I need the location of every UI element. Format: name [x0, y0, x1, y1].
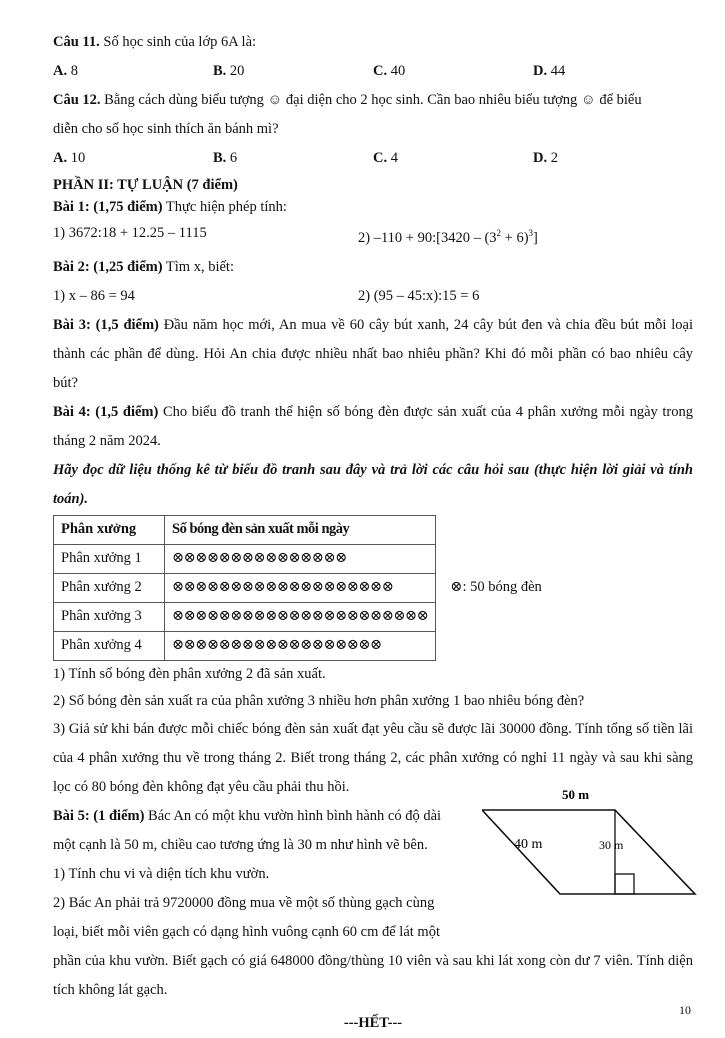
bai-4: Bài 4: (1,5 điểm) Cho biểu đồ tranh thể hiện số bóng đèn được sản xuất của 4 phân xưởng mỗi ngày trong tháng 2 năm 2024. — [53, 403, 693, 449]
expr-1: 1) x – 86 = 94 — [53, 287, 135, 304]
bai-5: Bài 5: (1 điểm) Bác An có một khu vườn hình bình hành có độ dài — [53, 807, 442, 824]
footer: ---HẾT--- — [343, 1014, 403, 1031]
table-row: Phân xưởng 2 ⊗⊗⊗⊗⊗⊗⊗⊗⊗⊗⊗⊗⊗⊗⊗⊗⊗⊗⊗ — [54, 573, 436, 602]
option-c: C. 4 — [373, 150, 398, 166]
option-c: C. 40 — [373, 63, 406, 79]
question-12-cont: diễn cho số học sinh thích ăn bánh mì? — [53, 121, 279, 137]
option-d: D. 44 — [533, 63, 566, 79]
option-a: A. 8 — [53, 63, 78, 79]
question-text: Bằng cách dùng biểu tượng ☺ đại diện cho 2 học sinh. Cần bao nhiêu biểu tượng ☺ để biểu — [104, 92, 642, 108]
question-text: Số học sinh của lớp 6A là: — [103, 34, 257, 50]
table-row: Phân xưởng 3 ⊗⊗⊗⊗⊗⊗⊗⊗⊗⊗⊗⊗⊗⊗⊗⊗⊗⊗⊗⊗⊗⊗ — [54, 602, 436, 631]
bai-3: Bài 3: (1,5 điểm) Đầu năm học mới, An mua về 60 cây bút xanh, 24 cây bút đen và chia đều bút mỗi loại thành các phần để dùng. Hỏi An chia được nhiều nhất bao nhiêu phần? Khi đó mỗi phần có bao nhiêu cây bút? — [53, 316, 694, 391]
option-b: B. 6 — [213, 150, 238, 166]
pictograph — [53, 515, 693, 661]
side-label: 40 m — [514, 837, 543, 852]
bai-4-q3: 3) Giả sử khi bán được mỗi chiếc bóng đèn sản xuất đạt yêu cầu sẽ được lãi 30000 đồng. Tính tổng số tiền lãi của 4 phân xưởng thu về trong tháng 2. Biết trong tháng 2, các phân xưởng có nghỉ 11 ngày và sau khi sàng lọc có 80 bóng đèn không đạt yêu cầu phải thu hồi. — [53, 720, 693, 795]
bai-1-exprs — [53, 219, 693, 253]
question-12-options — [53, 144, 693, 173]
bai-4-q1: 1) Tính số bóng đèn phân xưởng 2 đã sản xuất. — [53, 665, 326, 682]
bai-label: Bài 5: (1 điểm) — [53, 807, 145, 824]
bai-1: Bài 1: (1,75 điểm) Thực hiện phép tính: — [53, 199, 287, 215]
bai-2: Bài 2: (1,25 điểm) Tìm x, biết: — [53, 258, 234, 275]
bai-4-instruction: Hãy đọc dữ liệu thống kê từ biểu đồ tranh sau đây và trả lời các câu hỏi sau (thực hiện lời giải và tính toán). — [53, 461, 693, 507]
bai-label: Bài 4: (1,5 điểm) — [53, 403, 159, 420]
page-number: 10 — [679, 1003, 691, 1017]
bai-label: Bài 2: (1,25 điểm) — [53, 258, 163, 275]
question-12 — [53, 86, 693, 115]
expr-2: 2) –110 + 90:[3420 – $(3^2 + 6)^3$] — [358, 228, 538, 246]
pictograph-table — [53, 515, 436, 661]
pictograph-legend: ⊗: 50 bóng đèn — [450, 579, 542, 596]
parallelogram-shape — [482, 810, 695, 894]
bai-label: Bài 1: (1,75 điểm) — [53, 199, 163, 215]
option-d: D. 2 — [533, 150, 558, 166]
option-a: A. 10 — [53, 150, 86, 166]
question-11-options — [53, 57, 693, 86]
question-label: Câu 11. — [53, 34, 100, 50]
option-b: B. 20 — [213, 63, 245, 79]
bai-5-left: Bài 5: (1 điểm) Bác An có một khu vườn hình bình hành có độ dài một cạnh là 50 m, chiều cao tương ứng là 30 m như hình vẽ bên. 1) Tính chu vi và diện tích khu vườn. 2) Bác An phải trả 9720000 đồng mua về một số thùng gạch cùng loại, biết mỗi viên gạch có dạng hình vuông cạnh 60 cm để lát một — [53, 802, 478, 947]
table-header: Phân xưởng Số bóng đèn sản xuất mỗi ngày — [54, 515, 436, 544]
question-label: Câu 12. — [53, 92, 101, 108]
table-row: Phân xưởng 1 ⊗⊗⊗⊗⊗⊗⊗⊗⊗⊗⊗⊗⊗⊗⊗ — [54, 544, 436, 573]
bai-label: Bài 3: (1,5 điểm) — [53, 316, 159, 333]
bai-5-cont: phần của khu vườn. Biết gạch có giá 648000 đồng/thùng 10 viên và sau khi lát xong còn dư 7 viên. Tính diện tích không lát gạch. — [53, 952, 693, 998]
bai-2-exprs — [53, 282, 693, 311]
expr-2: 2) (95 – 45:x):15 = 6 — [358, 287, 480, 304]
parallelogram-figure — [482, 782, 702, 900]
bai-4-q2: 2) Số bóng đèn sản xuất ra của phân xưởng 3 nhiều hơn phân xưởng 1 bao nhiêu bóng đèn? — [53, 692, 585, 709]
question-11 — [53, 28, 693, 57]
part-2-heading: PHẦN II: TỰ LUẬN (7 điểm) — [53, 177, 238, 193]
expr-1: 1) 3672:18 + 12.25 – 1115 — [53, 225, 207, 241]
top-side-label: 50 m — [562, 787, 590, 802]
right-angle-mark — [615, 874, 634, 894]
table-row: Phân xưởng 4 ⊗⊗⊗⊗⊗⊗⊗⊗⊗⊗⊗⊗⊗⊗⊗⊗⊗⊗ — [54, 631, 436, 660]
height-label: 30 m — [599, 838, 624, 852]
